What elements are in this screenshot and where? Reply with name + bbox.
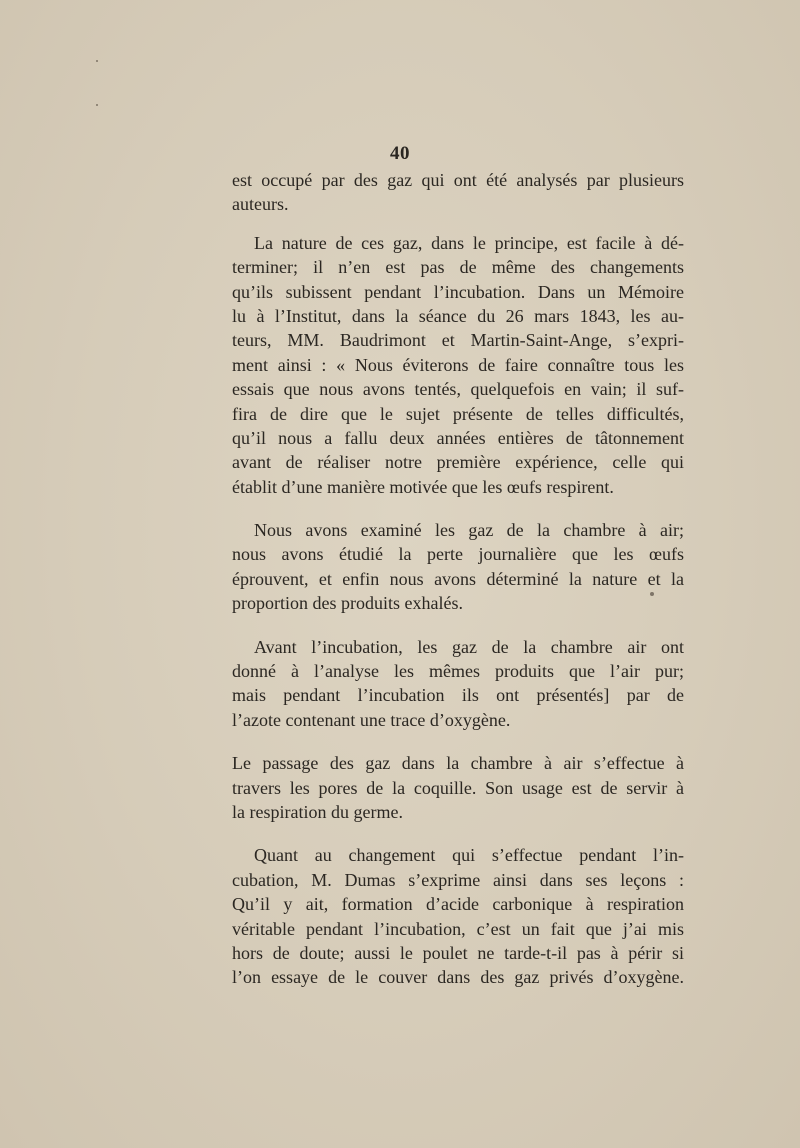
text-line: La nature de ces gaz, dans le principe, est facile à dé-	[254, 232, 684, 253]
ink-speck	[650, 592, 654, 596]
text-line: nous avons étudié la perte journalière que les œufs	[232, 544, 684, 565]
text-line: Avant l’incubation, les gaz de la chambre air ont	[254, 636, 684, 657]
text-line: Quant au changement qui s’effectue pendant l’in-	[254, 845, 684, 866]
paragraph	[232, 751, 684, 824]
text-line: l’azote contenant une trace d’oxygène.	[232, 709, 511, 730]
text-line: travers les pores de la coquille. Son usage est de servir à	[232, 777, 684, 798]
page-number: 40	[390, 143, 410, 164]
paragraph	[232, 635, 684, 733]
body-text	[232, 168, 684, 990]
text-line: l’on essaye de le couver dans des gaz privés d’oxygène.	[232, 967, 684, 988]
text-line: auteurs.	[232, 194, 289, 215]
text-line: hors de doute; aussi le poulet ne tarde-t-il pas à périr si	[232, 942, 684, 963]
text-line: cubation, M. Dumas s’exprime ainsi dans ses leçons :	[232, 869, 684, 890]
text-line: essais que nous avons tentés, quelquefois en vain; il suf-	[232, 379, 684, 400]
ink-speck	[96, 60, 98, 62]
text-line: Qu’il y ait, formation d’acide carbonique à respiration	[232, 894, 684, 915]
text-line: avant de réaliser notre première expérience, celle qui	[232, 452, 684, 473]
text-line: éprouvent, et enfin nous avons déterminé la nature et la	[232, 568, 684, 589]
text-line: ment ainsi : « Nous éviterons de faire connaître tous les	[232, 354, 684, 375]
text-line: Nous avons examiné les gaz de la chambre à air;	[254, 520, 684, 541]
text-line: mais pendant l’incubation ils ont présentés] par de	[232, 685, 684, 706]
paragraph	[232, 168, 684, 217]
text-line: Le passage des gaz dans la chambre à air s’effectue à	[232, 753, 684, 774]
paragraph	[232, 518, 684, 616]
text-line: la respiration du germe.	[232, 801, 403, 822]
ink-speck	[96, 104, 98, 106]
text-line: donné à l’analyse les mêmes produits que l’air pur;	[232, 661, 684, 682]
text-line: proportion des produits exhalés.	[232, 593, 463, 614]
text-line: qu’il nous a fallu deux années entières de tâtonnement	[232, 427, 684, 448]
text-line: fira de dire que le sujet présente de telles difficultés,	[232, 403, 684, 424]
text-line: terminer; il n’en est pas de même des changements	[232, 257, 684, 278]
text-line: qu’ils subissent pendant l’incubation. Dans un Mémoire	[232, 281, 684, 302]
paragraph	[232, 843, 684, 989]
text-line: teurs, MM. Baudrimont et Martin-Saint-Ange, s’expri-	[232, 330, 684, 351]
text-line: véritable pendant l’incubation, c’est un fait que j’ai mis	[232, 918, 684, 939]
text-line: établit d’une manière motivée que les œufs respirent.	[232, 476, 614, 497]
text-line: est occupé par des gaz qui ont été analysés par plusieurs	[232, 170, 684, 190]
paragraph	[232, 231, 684, 499]
text-line: lu à l’Institut, dans la séance du 26 mars 1843, les au-	[232, 305, 684, 326]
